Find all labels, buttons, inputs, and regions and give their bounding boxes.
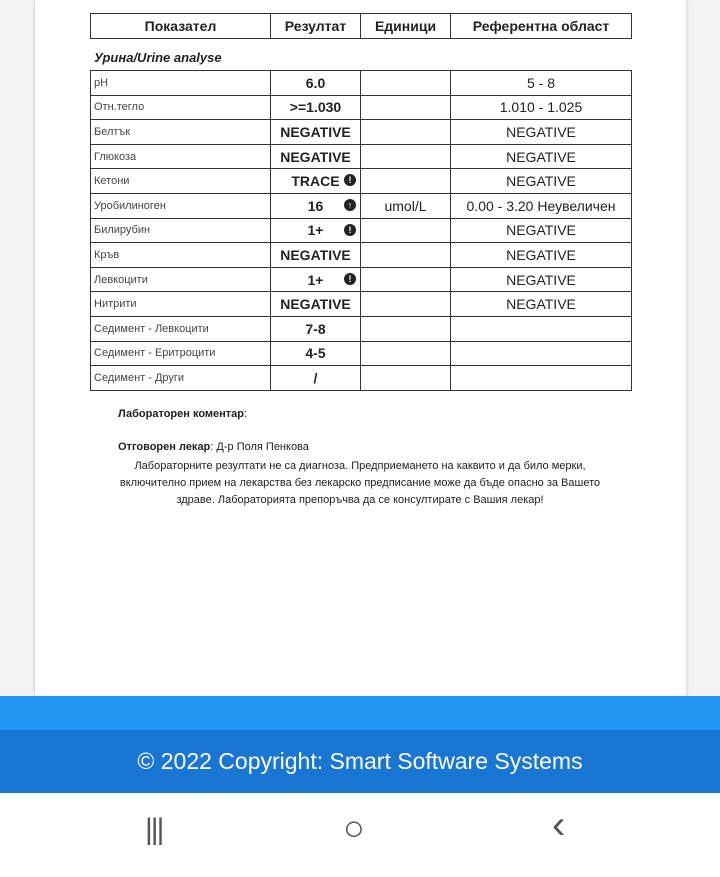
unit xyxy=(361,218,451,243)
reference-range: NEGATIVE xyxy=(451,292,632,317)
table-row xyxy=(91,267,632,292)
indicator-name: Отн.тегло xyxy=(91,95,271,120)
table-row xyxy=(91,243,632,268)
android-nav-bar xyxy=(0,793,720,877)
result-text: 1+ xyxy=(307,222,324,239)
result-text: NEGATIVE xyxy=(280,296,351,313)
unit xyxy=(361,366,451,391)
indicator-name: Кетони xyxy=(91,169,271,194)
result-value xyxy=(271,243,361,268)
result-value xyxy=(271,366,361,391)
disclaimer: Лабораторните резултати не са диагноза. Предприемането на каквито и да било мерки, включително прием на лекарства без лекарско предписание може да бъде опасно за Вашето здраве. Лабораторията препоръчва да се консултирате с Вашия лекар! xyxy=(119,460,601,506)
unit xyxy=(361,169,451,194)
indicator-name: Седимент - Еритроцити xyxy=(91,341,271,366)
table-row xyxy=(91,120,632,145)
reference-range: NEGATIVE xyxy=(451,267,632,292)
report-card xyxy=(35,0,686,696)
alert-icon: ! xyxy=(344,174,356,186)
reference-range: 5 - 8 xyxy=(451,71,632,96)
header-result: Резултат xyxy=(271,14,361,39)
table-row xyxy=(91,366,632,391)
result-text: 7-8 xyxy=(305,320,326,337)
unit xyxy=(361,267,451,292)
reference-range xyxy=(451,366,632,391)
reference-range: NEGATIVE xyxy=(451,169,632,194)
result-value xyxy=(271,144,361,169)
table-row xyxy=(91,95,632,120)
reference-range: NEGATIVE xyxy=(451,144,632,169)
unit xyxy=(361,144,451,169)
arrow-up-icon: ↑ xyxy=(344,199,356,211)
table-row xyxy=(91,169,632,194)
result-text: 1+ xyxy=(307,271,324,288)
table-row xyxy=(91,71,632,96)
unit: umol/L xyxy=(361,193,451,218)
unit xyxy=(361,316,451,341)
result-text: 6.0 xyxy=(305,74,326,91)
indicator-name: Белтък xyxy=(91,120,271,145)
reference-range: NEGATIVE xyxy=(451,243,632,268)
recents-icon[interactable]: ||| xyxy=(145,813,163,846)
table-row xyxy=(91,218,632,243)
unit xyxy=(361,71,451,96)
table-row xyxy=(91,144,632,169)
result-value xyxy=(271,316,361,341)
alert-icon: ! xyxy=(344,273,356,285)
lab-comment: Лабораторен коментар: xyxy=(118,408,248,420)
indicator-name: Кръв xyxy=(91,243,271,268)
indicator-name: Нитрити xyxy=(91,292,271,317)
header-units: Единици xyxy=(361,14,451,39)
reference-range: 1.010 - 1.025 xyxy=(451,95,632,120)
home-icon[interactable]: ○ xyxy=(343,807,365,848)
footer-band xyxy=(0,696,720,730)
indicator-name: Седимент - Други xyxy=(91,366,271,391)
unit xyxy=(361,243,451,268)
unit xyxy=(361,120,451,145)
indicator-name: pH xyxy=(91,71,271,96)
reference-range: NEGATIVE xyxy=(451,218,632,243)
result-value xyxy=(271,193,361,218)
indicator-name: Седимент - Левкоцити xyxy=(91,316,271,341)
result-text: 16 xyxy=(307,197,324,214)
reference-range xyxy=(451,316,632,341)
unit xyxy=(361,341,451,366)
result-value xyxy=(271,120,361,145)
responsible-doctor: Отговорен лекар: Д-р Поля Пенкова xyxy=(118,441,309,453)
result-value xyxy=(271,95,361,120)
back-icon[interactable]: ‹ xyxy=(552,803,566,847)
result-value xyxy=(271,169,361,194)
result-value xyxy=(271,341,361,366)
table-row xyxy=(91,316,632,341)
result-text: NEGATIVE xyxy=(280,246,351,263)
result-value xyxy=(271,292,361,317)
indicator-name: Глюкоза xyxy=(91,144,271,169)
result-text: TRACE xyxy=(291,173,340,190)
result-value xyxy=(271,267,361,292)
reference-range xyxy=(451,341,632,366)
result-text: / xyxy=(313,369,318,386)
unit xyxy=(361,95,451,120)
section-title: Урина/Urine analyse xyxy=(94,50,222,65)
footer-copyright: © 2022 Copyright: Smart Software Systems xyxy=(0,730,720,793)
alert-icon: ! xyxy=(344,224,356,236)
table-row xyxy=(91,193,632,218)
result-text: NEGATIVE xyxy=(280,148,351,165)
indicator-name: Билирубин xyxy=(91,218,271,243)
result-text: 4-5 xyxy=(305,345,326,362)
table-row xyxy=(91,341,632,366)
unit xyxy=(361,292,451,317)
reference-range: 0.00 - 3.20 Неувеличен xyxy=(451,193,632,218)
reference-range: NEGATIVE xyxy=(451,120,632,145)
result-text: NEGATIVE xyxy=(280,123,351,140)
result-value xyxy=(271,71,361,96)
result-value xyxy=(271,218,361,243)
results-table xyxy=(90,70,632,391)
header-indicator: Показател xyxy=(91,14,271,39)
indicator-name: Левкоцити xyxy=(91,267,271,292)
header-reference: Референтна област xyxy=(451,14,632,39)
header-table xyxy=(90,13,632,39)
table-row xyxy=(91,292,632,317)
indicator-name: Уробилиноген xyxy=(91,193,271,218)
result-text: >=1.030 xyxy=(289,99,342,116)
